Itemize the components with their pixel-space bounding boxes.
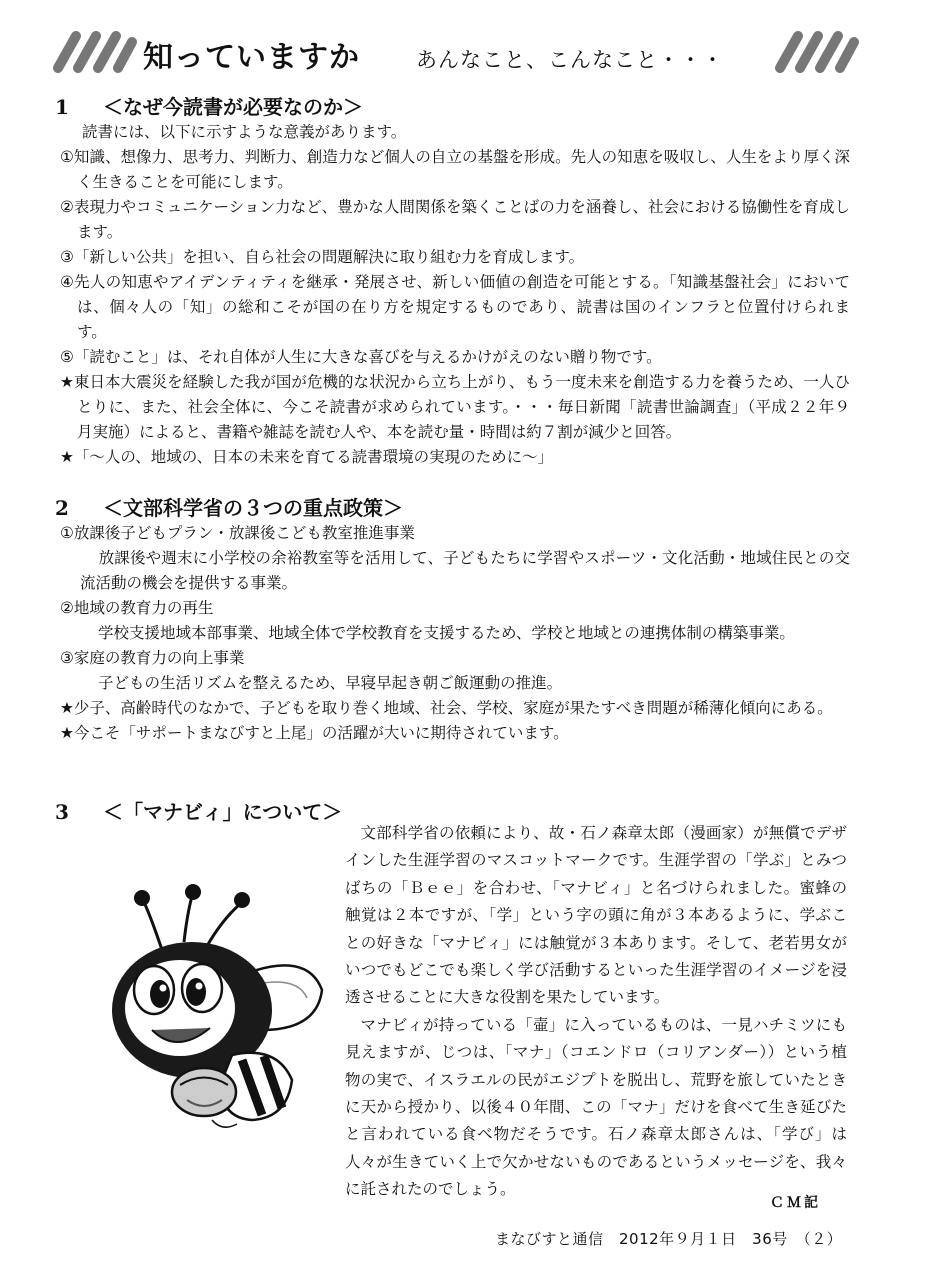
manabee-mascot-illustration	[92, 880, 332, 1140]
note-item: ★「～人の、地域の、日本の未来を育てる読書環境の実現のために～」	[60, 448, 554, 466]
page-footer: まなびすと通信 2012年９月１日 36号 （２）	[495, 1230, 843, 1248]
manabee-paragraph: 文部科学省の依頼により、故・石ノ森章太郎（漫画家）が無償でデザインした生涯学習のマスコットマークです。生涯学習の「学ぶ」とみつばちの「Ｂｅｅ」を合わせ、「マナビィ」と名づけられました。蜜蜂の触覚は２本ですが、「学」という字の頭に角が３本あるように、学ぶことの好きな「マナビィ」には触覚が３本あります。そして、老若男女がいつでもどこでも楽しく学び活動するといった生涯学習のイメージを浸透させることに大きな役割を果たしています。	[345, 824, 847, 1007]
policy-text: 放課後や週末に小学校の余裕教室等を活用して、子どもたちに学習やスポーツ・文化活動・地域住民との交流活動の機会を提供する事業。	[80, 549, 850, 592]
page-header	[48, 30, 898, 80]
author-signature: ＣＭ記	[770, 1195, 821, 1211]
section-1-body	[60, 120, 850, 470]
page-title: 知っていますか	[143, 40, 360, 75]
list-item: ②表現力やコミュニケーション力など、豊かな人間関係を築くことばの力を涵養し、社会における協働性を育成します。	[60, 198, 850, 241]
note-item: ★少子、高齢時代のなかで、子どもを取り巻く地域、社会、学校、家庭が果たすべき問題が稀薄化傾向にある。	[60, 699, 833, 717]
manabee-paragraph: マナビィが持っている「壷」に入っているものは、一見ハチミツにも見えますが、じつは、「マナ」（コエンドロ（コリアンダー））という植物の実で、イスラエルの民がエジプトを脱出し、荒野を旅していたときに天から授かり、以後４０年間、この「マナ」だけを食べて生き延びたと言われている食べ物だそうです。石ノ森章太郎さんは、「学び」は人々が生きていく上で欠かせないものであるというメッセージを、我々に託されたのでしょう。	[345, 1015, 847, 1199]
page-subtitle: あんなこと、こんなこと・・・	[416, 48, 724, 72]
section-2-heading	[55, 492, 403, 521]
section-3-heading	[55, 796, 342, 825]
section-number: 2	[55, 496, 69, 520]
section-1-heading	[55, 91, 363, 120]
list-item: ④先人の知恵やアイデンティティを継承・発展させ、新しい価値の創造を可能とする。「知識基盤社会」においては、個々人の「知」の総和こそが国の在り方を規定するものであり、読書は国のインフラと位置付けられます。	[60, 273, 850, 341]
section-intro: 読書には、以下に示すような意義があります。	[82, 123, 407, 141]
policy-text: 学校支援地域本部事業、地域全体で学校教育を支援するため、学校と地域との連携体制の構築事業。	[98, 624, 795, 642]
section-number: 3	[55, 800, 69, 824]
decorative-stripes-icon	[48, 30, 138, 74]
section-3-body	[345, 820, 847, 1204]
list-item: ①知識、想像力、思考力、判断力、創造力など個人の自立の基盤を形成。先人の知恵を吸収し、人生をより厚く深く生きることを可能にします。	[60, 148, 850, 191]
note-item: ★今こそ「サポートまなびすと上尾」の活躍が大いに期待されています。	[60, 724, 569, 742]
policy-heading: ②地域の教育力の再生	[60, 599, 214, 617]
note-item: ★東日本大震災を経験した我が国が危機的な状況から立ち上がり、もう一度未来を創造する力を養うため、一人ひとりに、また、社会全体に、今こそ読書が求められています。・・・毎日新聞「読書世論調査」（平成２２年９月実施）によると、書籍や雑誌を読む人や、本を読む量・時間は約７割が減少と回答。	[60, 373, 850, 441]
section-title: ＜文部科学省の３つの重点政策＞	[103, 496, 403, 520]
section-2-body	[60, 521, 850, 746]
list-item: ③「新しい公共」を担い、自ら社会の問題解決に取り組む力を育成します。	[60, 248, 585, 266]
policy-text: 子どもの生活リズムを整えるため、早寝早起き朝ご飯運動の推進。	[98, 674, 563, 692]
policy-heading: ①放課後子どもプラン・放課後こども教室推進事業	[60, 524, 415, 542]
decorative-stripes-icon	[770, 30, 860, 74]
section-title: ＜なぜ今読書が必要なのか＞	[103, 95, 363, 119]
policy-heading: ③家庭の教育力の向上事業	[60, 649, 245, 667]
list-item: ⑤「読むこと」は、それ自体が人生に大きな喜びを与えるかけがえのない贈り物です。	[60, 348, 662, 366]
section-number: 1	[55, 95, 69, 119]
section-title: ＜「マナビィ」について＞	[103, 800, 343, 824]
